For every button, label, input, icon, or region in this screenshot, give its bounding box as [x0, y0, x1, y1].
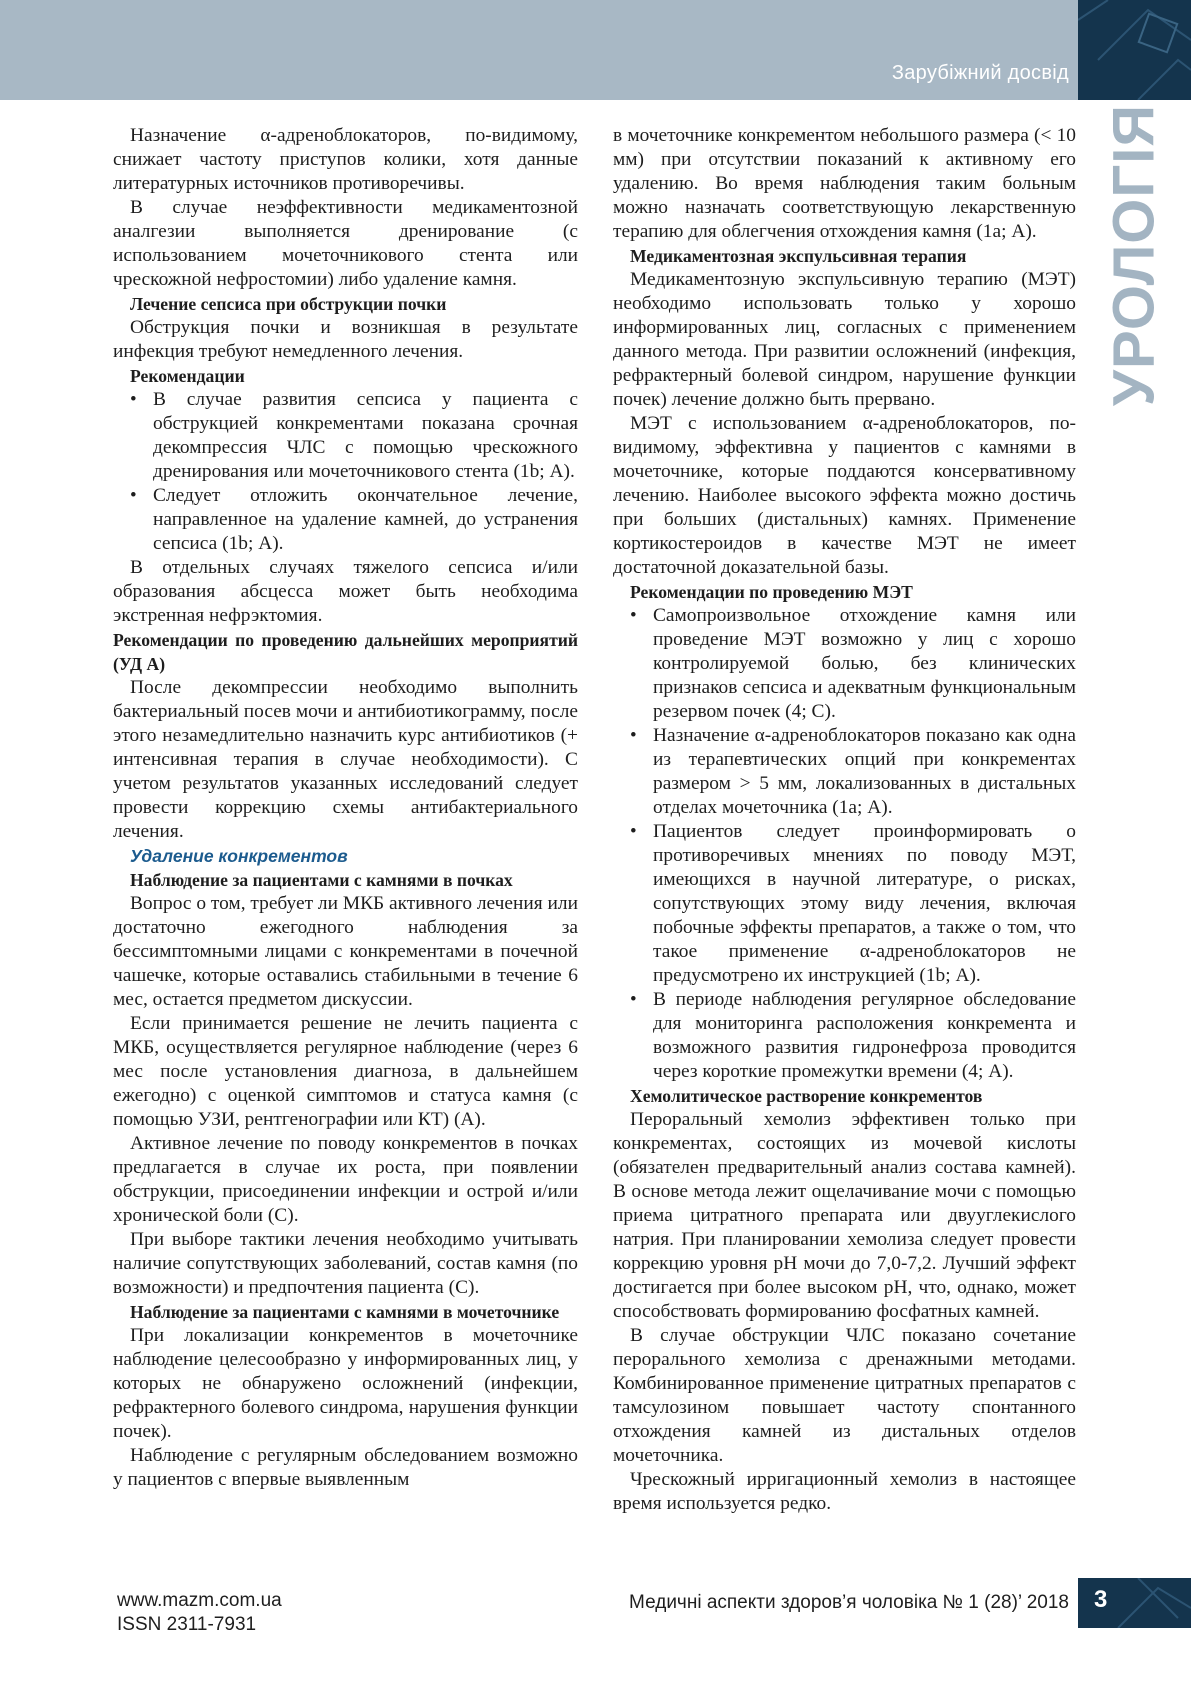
journal-title: Медичні аспекти здоров’я чоловіка № 1 (28)’ 2018: [629, 1592, 1069, 1613]
left-column: [113, 124, 578, 1492]
section-title: Удаление конкрементов: [130, 846, 348, 866]
paragraph: Вопрос о том, требует ли МКБ активного лечения или достаточно ежегодного наблюдения за бессимптомными лицами с конкрементами в почечной чашечке, которые оставались стабильными в течение 6 мес, остается предметом дискуссии.: [113, 893, 578, 1010]
issn-label: ISSN 2311-7931: [117, 1614, 257, 1635]
paragraph: Обструкция почки и возникшая в результате инфекция требуют немедленного лечения.: [113, 317, 578, 362]
subheading: Хемолитическое растворение конкрементов: [630, 1086, 983, 1106]
paragraph: После декомпрессии необходимо выполнить бактериальный посев мочи и антибиотикограмму, после этого незамедлительно назначить курс антибиотиков (+ интенсивная терапия в случае необходимости). С учетом результатов указанных исследований следует провести коррекцию схемы антибактериального лечения.: [113, 677, 578, 842]
recommendation-list: [613, 604, 1076, 1084]
page-number: 3: [1094, 1586, 1108, 1613]
paragraph: При локализации конкрементов в мочеточнике наблюдение целесообразно у информированных лиц, у которых не обнаружено осложнений (инфекции, рефрактерного болевого синдрома, нарушения функции почек).: [113, 1325, 578, 1442]
paragraph: Активное лечение по поводу конкрементов в почках предлагается в случае их роста, при появлении обструкции, присоединении инфекции и острой и/или хронической боли (С).: [113, 1133, 578, 1226]
paragraph: В отдельных случаях тяжелого сепсиса и/или образования абсцесса может быть необходима экстренная нефрэктомия.: [113, 557, 578, 626]
list-item: • Пациентов следует проинформировать о противоречивых мнениях по поводу МЭТ, имеющихся в научной литературе, о рисках, сопутствующих этому виду лечения, включая побочные эффекты препаратов, а также о том, что такое применение α-адреноблокаторов не предусмотрено их инструкцией (1b; А).: [613, 820, 1076, 988]
page-number-box: [1078, 1578, 1191, 1628]
paragraph: В случае обструкции ЧЛС показано сочетание перорального хемолиза с дренажными методами. Комбинированное применение цитратных препаратов с тамсулозином повышает частоту спонтанного отхождения камней из дистальных отделов мочеточника.: [613, 1325, 1076, 1466]
subheading: Наблюдение за пациентами с камнями в почках: [130, 870, 513, 890]
subheading: Наблюдение за пациентами с камнями в мочеточнике: [130, 1302, 560, 1322]
paragraph: Медикаментозную экспульсивную терапию (МЭТ) необходимо использовать только у хорошо информированных лиц, согласных с применением данного метода. При развитии осложнений (инфекция, рефрактерный болевой синдром, нарушение функции почек) лечение должно быть прервано.: [613, 269, 1076, 410]
recommendation-list: [113, 388, 578, 556]
paragraph: в мочеточнике конкрементом небольшого размера (< 10 мм) при отсутствии показаний к активному его удалению. Во время наблюдения таким больным можно назначать соответствующую лекарственную терапию для облегчения отхождения камня (1а; А).: [613, 125, 1076, 242]
list-item: • В периоде наблюдения регулярное обследование для мониторинга расположения конкремента и возможного развития гидронефроза проводится через короткие промежутки времени (4; А).: [613, 988, 1076, 1084]
subheading: Лечение сепсиса при обструкции почки: [130, 294, 447, 314]
paragraph: Если принимается решение не лечить пациента с МКБ, осуществляется регулярное наблюдение (через 6 мес после установления диагноза, в дальнейшем ежегодно) с оценкой симптомов и статуса камня (с помощью УЗИ, рентгенографии или КТ) (А).: [113, 1013, 578, 1130]
section-name: Зарубіжний досвід: [891, 62, 1069, 84]
subheading: Рекомендации: [130, 366, 245, 386]
list-item: • В случае развития сепсиса у пациента с обструкцией конкрементами показана срочная декомпрессия ЧЛС с помощью чрескожного дренирования или мочеточникового стента (1b; А).: [113, 388, 578, 484]
corner-decoration: [1078, 0, 1191, 100]
paragraph: МЭТ с использованием α-адреноблокаторов, по-видимому, эффективна у пациентов с камнями в мочеточнике, которые поддаются консервативному лечению. Наиболее высокого эффекта можно достичь при больших (дистальных) камнях. Применение кортикостероидов в качестве МЭТ не имеет достаточной доказательной базы.: [613, 413, 1076, 578]
list-item: • Самопроизвольное отхождение камня или проведение МЭТ возможно у лиц с хорошо контролируемой болью, без клинических признаков сепсиса и адекватным функциональным резервом почек (4; С).: [613, 604, 1076, 724]
paragraph: Пероральный хемолиз эффективен только при конкрементах, состоящих из мочевой кислоты (обязателен предварительный анализ состава камней). В основе метода лежит ощелачивание мочи с помощью приема цитратного препарата или двууглекислого натрия. При планировании хемолиза следует провести коррекцию уровня pH мочи до 7,0-7,2. Лучший эффект достигается при более высоком pH, что, однако, может способствовать формированию фосфатных камней.: [613, 1109, 1076, 1322]
spine-label: УРОЛОГІЯ: [1101, 103, 1167, 407]
subheading: Рекомендации по проведению МЭТ: [630, 582, 913, 602]
paragraph: Чрескожный ирригационный хемолиз в настоящее время используется редко.: [613, 1469, 1076, 1514]
footer-info: [117, 1589, 282, 1637]
subheading: Медикаментозная экспульсивная терапия: [630, 246, 967, 266]
header-band: [0, 0, 1078, 100]
paragraph: При выборе тактики лечения необходимо учитывать наличие сопутствующих заболеваний, состав камня (по возможности) и предпочтения пациента (С).: [113, 1229, 578, 1298]
paragraph: В случае неэффективности медикаментозной аналгезии выполняется дренирование (с использованием мочеточникового стента или чрескожной нефростомии) либо удаление камня.: [113, 197, 578, 290]
journal-spine: [1098, 103, 1170, 407]
subheading: Рекомендации по проведению дальнейших мероприятий (УД А): [113, 630, 578, 674]
list-item: • Назначение α-адреноблокаторов показано как одна из терапевтических опций при конкрементах размером > 5 мм, локализованных в дистальных отделах мочеточника (1а; А).: [613, 724, 1076, 820]
list-item: • Следует отложить окончательное лечение, направленное на удаление камней, до устранения сепсиса (1b; А).: [113, 484, 578, 556]
website-link[interactable]: www.mazm.com.ua: [117, 1590, 282, 1611]
paragraph: Назначение α-адреноблокаторов, по-видимому, снижает частоту приступов колики, хотя данные литературных источников противоречивы.: [113, 125, 578, 194]
paragraph: Наблюдение с регулярным обследованием возможно у пациентов с впервые выявленным: [113, 1445, 578, 1490]
right-column: [613, 124, 1076, 1516]
